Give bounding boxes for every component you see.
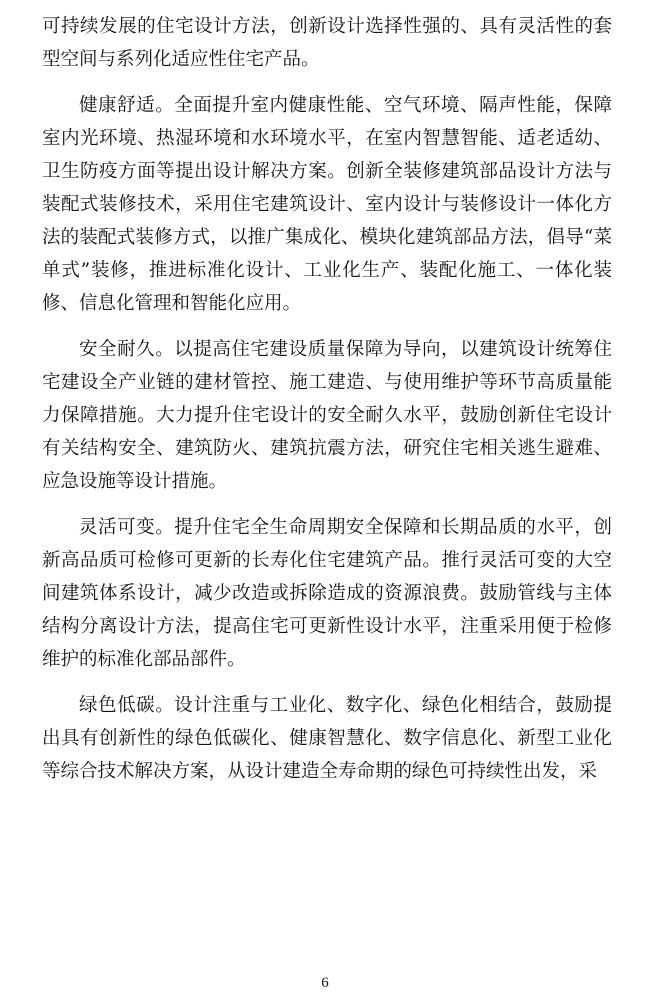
page-number: 6 bbox=[321, 975, 329, 991]
paragraph-green-low-carbon: 绿色低碳。设计注重与工业化、数字化、绿色化相结合，鼓励提出具有创新性的绿色低碳化、健康智慧化、数字信息化、新型工业化等综合技术解决方案，从设计建造全寿命期的绿色可持续性出发，采 bbox=[42, 695, 612, 782]
paragraph-health-comfort: 健康舒适。全面提升室内健康性能、空气环境、隔声性能，保障室内光环境、热湿环境和水环境水平，在室内智慧智能、适老适幼、卫生防疫方面等提出设计解决方案。创新全装修建筑部品设计方法与装配式装修技术，采用住宅建筑设计、室内设计与装修设计一体化方法的装配式装修方式，以推广集成化、模块化建筑部品方法，倡导“菜单式”装修，推进标准化设计、工业化生产、装配化施工、一体化装修、信息化管理和智能化应用。 bbox=[42, 95, 612, 314]
paragraph-safety-durability: 安全耐久。以提高住宅建设质量保障为导向，以建筑设计统筹住宅建设全产业链的建材管控、施工建造、与使用维护等环节高质量能力保障措施。大力提升住宅设计的安全耐久水平，鼓励创新住宅设计有关结构安全、建筑防火、建筑抗震方法，研究住宅相关逃生避难、应急设施等设计措施。 bbox=[42, 339, 612, 492]
paragraph-flexibility: 灵活可变。提升住宅全生命周期安全保障和长期品质的水平，创新高品质可检修可更新的长寿化住宅建筑产品。推行灵活可变的大空间建筑体系设计，减少改造或拆除造成的资源浪费。鼓励管线与主体结构分离设计方法，提高住宅可更新性设计水平，注重采用便于检修维护的标准化部品部件。 bbox=[42, 517, 612, 670]
paragraph-continuation: 可持续发展的住宅设计方法，创新设计选择性强的、具有灵活性的套型空间与系列化适应性住宅产品。 bbox=[42, 16, 612, 70]
document-body bbox=[42, 10, 612, 801]
